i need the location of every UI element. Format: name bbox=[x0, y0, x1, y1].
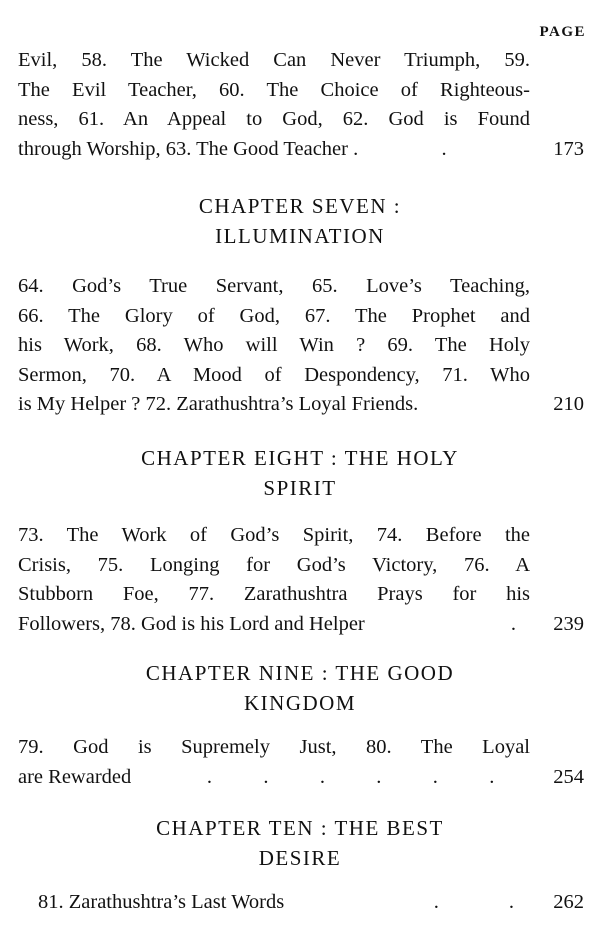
toc-line: is My Helper ? 72. Zarathushtra’s Loyal Friends. 210 bbox=[18, 390, 584, 420]
toc-entry-3 bbox=[18, 733, 584, 792]
toc-line: ness, 61. An Appeal to God, 62. God is Found bbox=[18, 108, 530, 130]
dot-leader: . bbox=[510, 612, 516, 635]
dot-leader: . . bbox=[433, 891, 514, 913]
chapter-subtitle: DESIRE bbox=[258, 846, 342, 870]
toc-line: The Evil Teacher, 60. The Choice of Righteous- bbox=[18, 78, 530, 101]
toc-line: Sermon, 70. A Mood of Despondency, 71. Who bbox=[18, 363, 530, 386]
dot-leader: . bbox=[441, 137, 447, 160]
toc-line: 79. God is Supremely Just, 80. The Loyal bbox=[18, 736, 530, 758]
chapter-heading-nine bbox=[0, 658, 600, 718]
toc-line: 73. The Work of God’s Spirit, 74. Before the bbox=[18, 524, 530, 546]
toc-line: through Worship, 63. The Good Teacher . . 173 bbox=[18, 135, 584, 165]
toc-line: Evil, 58. The Wicked Can Never Triumph, 59. bbox=[18, 49, 530, 71]
chapter-title: CHAPTER EIGHT : THE HOLY bbox=[141, 446, 459, 470]
toc-entry-2 bbox=[18, 521, 584, 639]
page-number: 254 bbox=[553, 765, 584, 788]
toc-line: Crisis, 75. Longing for God’s Victory, 76. A bbox=[18, 553, 530, 576]
chapter-subtitle: SPIRIT bbox=[263, 476, 337, 500]
chapter-heading-ten bbox=[0, 813, 600, 873]
toc-line: are Rewarded . . . . . . 254 bbox=[18, 763, 584, 793]
toc-line: his Work, 68. Who will Win ? 69. The Holy bbox=[18, 334, 530, 356]
toc-line: Stubborn Foe, 77. Zarathushtra Prays for his bbox=[18, 583, 530, 605]
dot-leader: . . . . . . bbox=[206, 765, 495, 788]
toc-line: 81. Zarathushtra’s Last Words . . 262 bbox=[18, 888, 584, 918]
page-number: 210 bbox=[553, 393, 584, 415]
toc-line: 66. The Glory of God, 67. The Prophet and bbox=[18, 304, 530, 327]
page-number: 173 bbox=[553, 137, 584, 160]
chapter-title: CHAPTER NINE : THE GOOD bbox=[145, 661, 455, 685]
chapter-title: CHAPTER TEN : THE BEST bbox=[156, 816, 444, 840]
toc-line: 64. God’s True Servant, 65. Love’s Teaching, bbox=[18, 275, 530, 297]
page-column-label: PAGE bbox=[539, 24, 586, 40]
page-number: 262 bbox=[553, 891, 584, 913]
chapter-heading-seven bbox=[0, 191, 600, 251]
chapter-subtitle: KINGDOM bbox=[244, 691, 356, 715]
toc-entry-4 bbox=[18, 888, 584, 918]
chapter-subtitle: ILLUMINATION bbox=[215, 224, 385, 248]
page-number: 239 bbox=[553, 612, 584, 635]
toc-entry-1 bbox=[18, 272, 584, 420]
chapter-title: CHAPTER SEVEN : bbox=[198, 194, 402, 218]
chapter-heading-eight bbox=[0, 443, 600, 503]
toc-line: Followers, 78. God is his Lord and Helper . 239 bbox=[18, 610, 584, 640]
toc-entry-0 bbox=[18, 46, 584, 164]
